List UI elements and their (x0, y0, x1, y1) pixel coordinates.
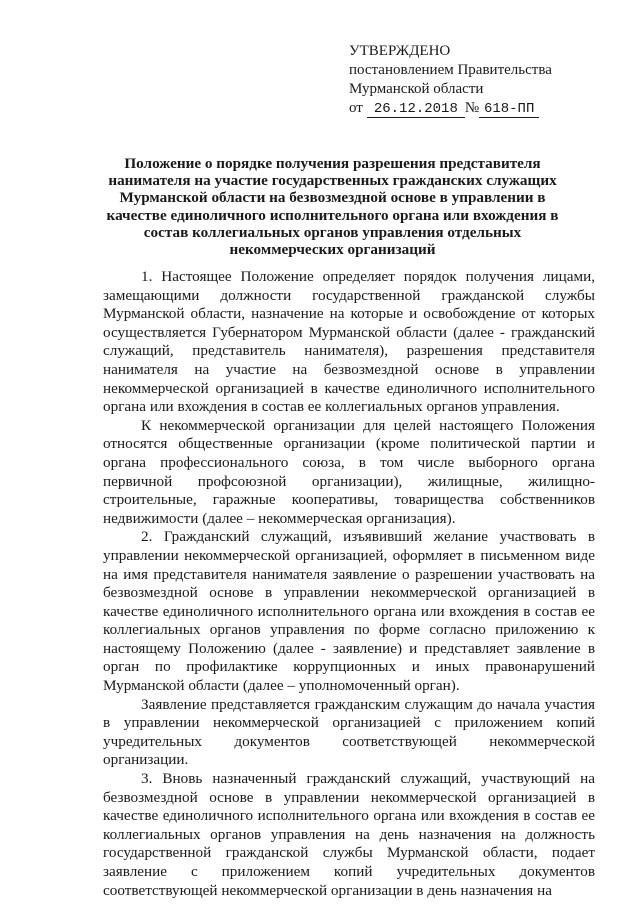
date-prefix: от (349, 100, 363, 116)
approval-number: 618-ПП (479, 101, 539, 118)
approval-heading: УТВЕРЖДЕНО (349, 43, 451, 59)
approval-date-line (349, 99, 609, 118)
paragraph-3: 2. Гражданский служащий, изъявивший желание участвовать в управлении некоммерческой организацией, оформляет в письменном виде на имя представителя нанимателя заявление о разрешении участвовать на безвозмездной основе в управлении некоммерческой организацией в качестве единоличного исполнительного органа или вхождения в состав ее коллегиальных органов управления по форме согласно приложению к настоящему Положению (далее - заявление) и представляет заявление в орган по профилактике коррупционных и иных правонарушений Мурманской области (далее – уполномоченный орган). (103, 528, 595, 695)
paragraph-1: 1. Настоящее Положение определяет порядок получения лицами, замещающими должности государственной гражданской службы Мурманской области, назначение на которые и освобождение от которых осуществляется Губернатором Мурманской области (далее - гражданский служащий, представитель нанимателя), разрешения представителя нанимателя на участие на безвозмездной основе в управлении некоммерческой организацией в качестве единоличного исполнительного органа или вхождения в состав ее коллегиальных органов управления. (103, 268, 595, 416)
approval-issuer: постановлением Правительства (349, 62, 552, 78)
paragraph-4: Заявление представляется гражданским служащим до начала участия в управлении некоммерческой организацией с приложением копий учредительных документов соответствующей некоммерческой организации. (103, 695, 595, 769)
number-prefix: № (464, 100, 480, 116)
approval-stamp (349, 42, 609, 118)
document-title: Положение о порядке получения разрешения представителя нанимателя на участие государственных гражданских служащих Мурманской области на безвозмездной основе в управлении в качестве единоличного исполнительного органа или вхождения в состав коллегиальных органов управления отдельных некоммерческих организаций (106, 155, 559, 259)
approval-region: Мурманской области (349, 81, 484, 97)
paragraph-2: К некоммерческой организации для целей настоящего Положения относятся общественные организации (кроме политической партии и органа профессионального союза, в том числе выборного органа первичной профсоюзной организации), жилищные, жилищно-строительные, гаражные кооперативы, товарищества собственников недвижимости (далее – некоммерческая организация). (103, 416, 595, 527)
paragraph-5: 3. Вновь назначенный гражданский служащий, участвующий на безвозмездной основе в управлении некоммерческой организацией в качестве единоличного исполнительного органа или вхождения в состав ее коллегиальных органов управления на день назначения на должность государственной гражданской службы Мурманской области, подает заявление с приложением копий учредительных документов соответствующей некоммерческой организации в день назначения на (103, 770, 595, 899)
document-body (103, 268, 595, 900)
approval-date: 26.12.2018 (367, 101, 465, 118)
